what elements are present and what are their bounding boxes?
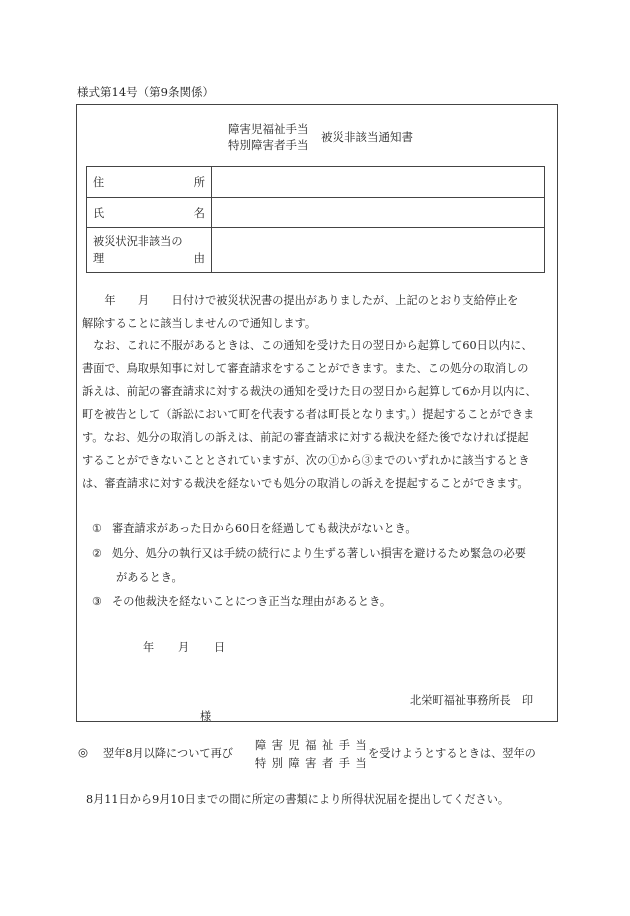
list-item-1 [92,520,417,536]
form-number-label: 様式第14号（第9条関係） [77,85,214,99]
reason-value-cell [212,228,545,273]
body-text: なお、これに不服があるときは、この通知を受けた日の翌日から起算して60日以内に、 [82,339,533,352]
issuer-signature: 北栄町福祉事務所長 印 [410,694,534,707]
body-text: 訴えは、前記の審査請求に対する裁決の通知を受けた日の翌日から起算して6か月以内に、 [82,385,537,398]
item-text: その他裁決を経ないことにつき正当な理由があるとき。 [112,595,392,608]
name-label: 氏 名 [87,198,212,228]
item-number: ① [92,522,103,535]
address-label: 住 所 [87,167,212,198]
item-text: 処分、処分の執行又は手続の続行により生ずる著しい損害を避けるため緊急の必要 [112,547,526,560]
allowance-title-stack [228,121,309,153]
body-text: 書面で、鳥取県知事に対して審査請求をすることができます。また、この処分の取消しの [82,362,529,375]
addressee-suffix: 様 [200,710,212,723]
body-text: す。なお、処分の取消しの訴えは、前記の審査請求に対する裁決を経た後でなければ提起 [82,431,529,444]
address-row [87,167,545,198]
name-row [87,198,545,228]
body-text: することができないこととされていますが、次の①から③までのいずれかに該当するとき [82,454,530,467]
reason-row [87,228,545,273]
body-text: 町を被告として（訴訟において町を代表する者は町長となります。）提起することができま [82,408,535,421]
date-year: 年 [143,641,155,654]
list-item-3 [92,593,391,609]
title-line-special-allowance: 特別障害者手当 [228,138,309,152]
item-text: 審査請求があった日から60日を経過しても裁決がないとき。 [112,522,417,535]
title-line-child-allowance: 障害児福祉手当 [228,122,309,136]
body-text: 解除することに該当しませんので通知します。 [82,317,317,330]
notice-mark: ◎ [78,745,89,759]
date-day: 日 [214,641,226,654]
document-title: 被災非該当通知書 [321,130,413,144]
notice-allowance-stack: 障 害 児 福 祉 手 当 特 別 障 害 者 手 当 [255,739,368,770]
body-text: 年 月 日付けで被災状況書の提出がありましたが、上記のとおり支給停止を [82,294,519,307]
list-item-2-continuation: があるとき。 [116,571,183,584]
address-value-cell [212,167,545,198]
item-number: ③ [92,595,103,608]
notice-second-line: 8月11日から9月10日までの間に所定の書類により所得状況届を提出してください。 [86,793,510,806]
body-text: は、審査請求に対する裁決を経ないでも処分の取消しの訴えを提起することができます。 [82,477,529,490]
list-item-2 [92,545,526,561]
info-table [86,166,545,273]
name-value-cell [212,198,545,228]
item-number: ② [92,547,103,560]
notice-lead-text: 翌年8月以降について再び [103,747,233,760]
reason-label: 被災状況非該当の 理 由 [87,228,212,273]
date-month: 月 [178,641,190,654]
notice-trail-text: を受けようとするときは、翌年の [368,747,536,760]
